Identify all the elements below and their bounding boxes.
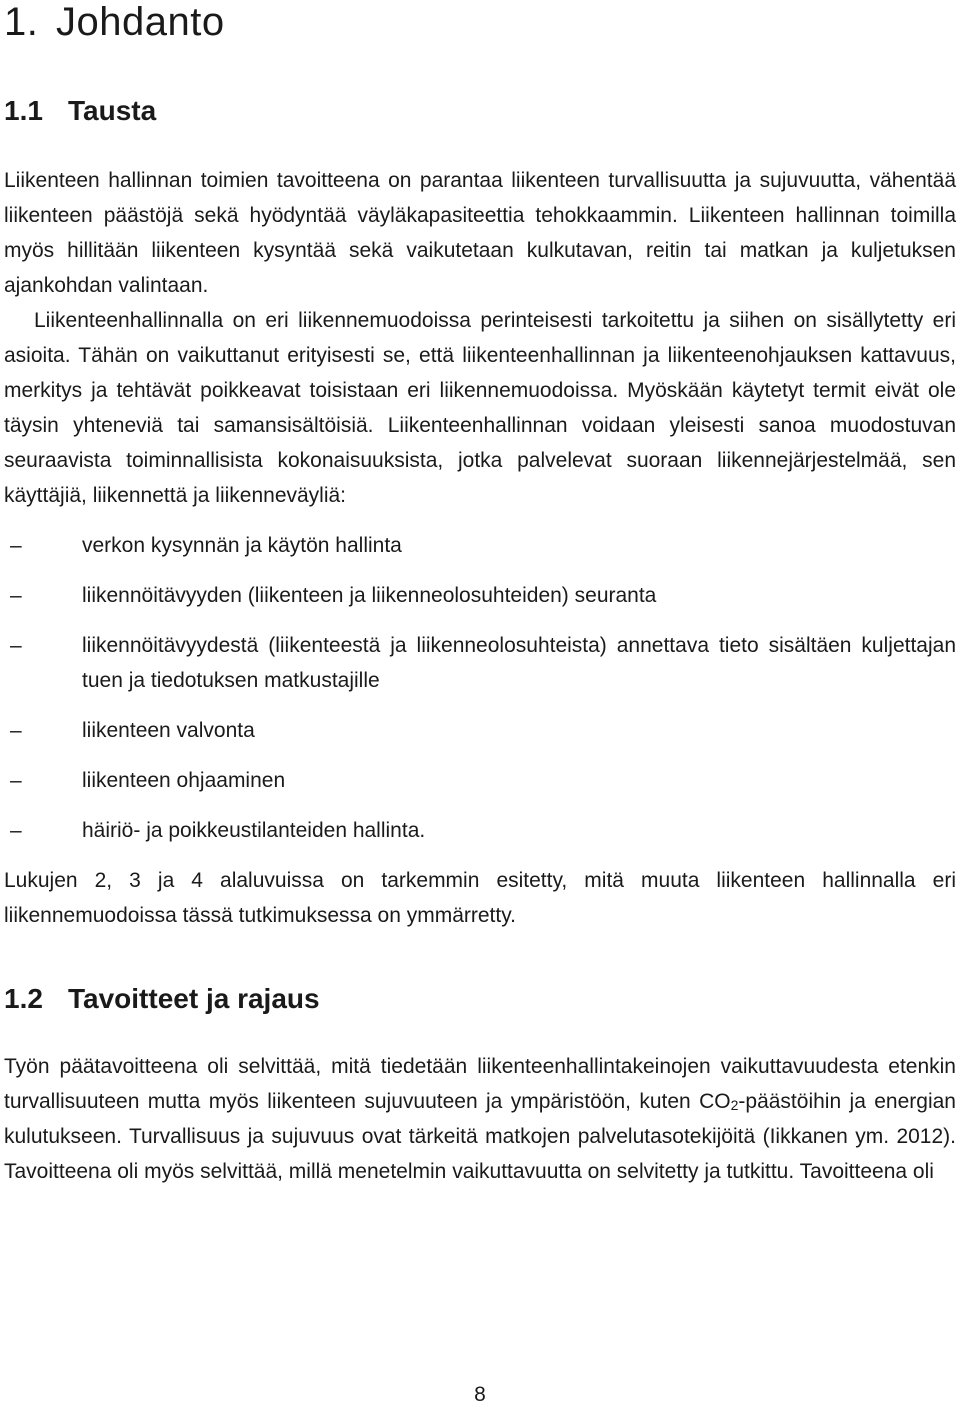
list-item-text: häiriö- ja poikkeustilanteiden hallinta. [82, 819, 426, 842]
chapter-title: Johdanto [55, 0, 225, 44]
paragraph-objectives-text-1: Työn päätavoitteena oli selvittää, mitä tiedetään liikenteenhallintakeinojen vaikuttavuudesta etenkin turvallisuuteen mutta myös liikenteen sujuvuuteen ja ympäristöön, kuten CO [4, 1055, 956, 1113]
section-title: Tausta [68, 95, 157, 126]
list-dash: – [10, 534, 22, 557]
list-item-text: liikenteen ohjaaminen [82, 769, 286, 792]
list-item [4, 528, 956, 563]
paragraph-chapter-reference: Lukujen 2, 3 ja 4 alaluvuissa on tarkemmin esitetty, mitä muuta liikenteen hallinnalla eri liikennemuodoissa tässä tutkimuksessa on ymmärretty. [4, 869, 956, 927]
section-number: 1.1 [4, 95, 43, 126]
chapter-number: 1. [4, 0, 39, 44]
paragraph-definitions [4, 303, 956, 513]
list-item [4, 763, 956, 798]
list-item [4, 813, 956, 848]
list-item-text: liikenteen valvonta [82, 719, 255, 742]
list-item [4, 628, 956, 698]
list-item [4, 578, 956, 613]
function-list [4, 528, 956, 848]
paragraph-objectives-text-2: -päästöihin ja energian kulutukseen. Turvallisuus ja sujuvuus ovat tärkeitä matkojen palvelutasotekijöitä (Iikkanen ym. 2012). Tavoitteena oli myös selvittää, millä menetelmin vaikuttavuutta on selvitetty ja tutkittu. Tavoitteena oli [4, 1090, 956, 1183]
section-heading-tavoitteet [4, 983, 956, 1015]
section-number: 1.2 [4, 983, 43, 1014]
paragraph-definitions-text: Liikenteenhallinnalla on eri liikennemuodoissa perinteisesti tarkoitettu ja siihen on sisällytetty eri asioita. Tähän on vaikuttanut erityisesti se, että liikenteenhallinnan ja liikenteenohjauksen kattavuus, merkitys ja tehtävät poikkeavat toisistaan eri liikennemuodoissa. Myöskään käytetyt termit eivät ole täysin yhteneviä tai samansisältöisiä. Liikenteenhallinnan voidaan yleisesti sanoa muodostuvan seuraavista toiminnallisista kokonaisuuksista, jotka palvelevat suoraan liikennejärjestelmää, sen käyttäjiä, liikennettä ja liikenneväyliä: [4, 309, 956, 507]
list-dash: – [10, 719, 22, 742]
chapter-heading [4, 0, 956, 44]
list-item-text: verkon kysynnän ja käytön hallinta [82, 534, 402, 557]
paragraph-intro: Liikenteen hallinnan toimien tavoitteena on parantaa liikenteen turvallisuutta ja sujuvuutta, vähentää liikenteen päästöjä sekä hyödyntää väyläkapasiteettia tehokkaammin. Liikenteen hallinnan toimilla myös hillitään liikenteen kysyntää sekä vaikutetaan kulkutavan, reitin tai matkan ja kuljetuksen ajankohdan valintaan. [4, 169, 956, 297]
co2-subscript: 2 [730, 1097, 739, 1113]
list-dash: – [10, 769, 22, 792]
list-dash: – [10, 819, 22, 842]
list-item [4, 713, 956, 748]
page-number: 8 [474, 1383, 486, 1406]
list-dash: – [10, 634, 22, 657]
list-item-text: liikennöitävyyden (liikenteen ja liikenneolosuhteiden) seuranta [82, 584, 657, 607]
document-page [4, 0, 956, 1189]
paragraph-objectives [4, 1049, 956, 1189]
list-item-text: liikennöitävyydestä (liikenteestä ja liikenneolosuhteista) annettava tieto sisältäen kuljettajan tuen ja tiedotuksen matkustajille [82, 634, 956, 692]
list-dash: – [10, 584, 22, 607]
section-heading-tausta [4, 95, 956, 127]
section-title: Tavoitteet ja rajaus [68, 983, 320, 1014]
